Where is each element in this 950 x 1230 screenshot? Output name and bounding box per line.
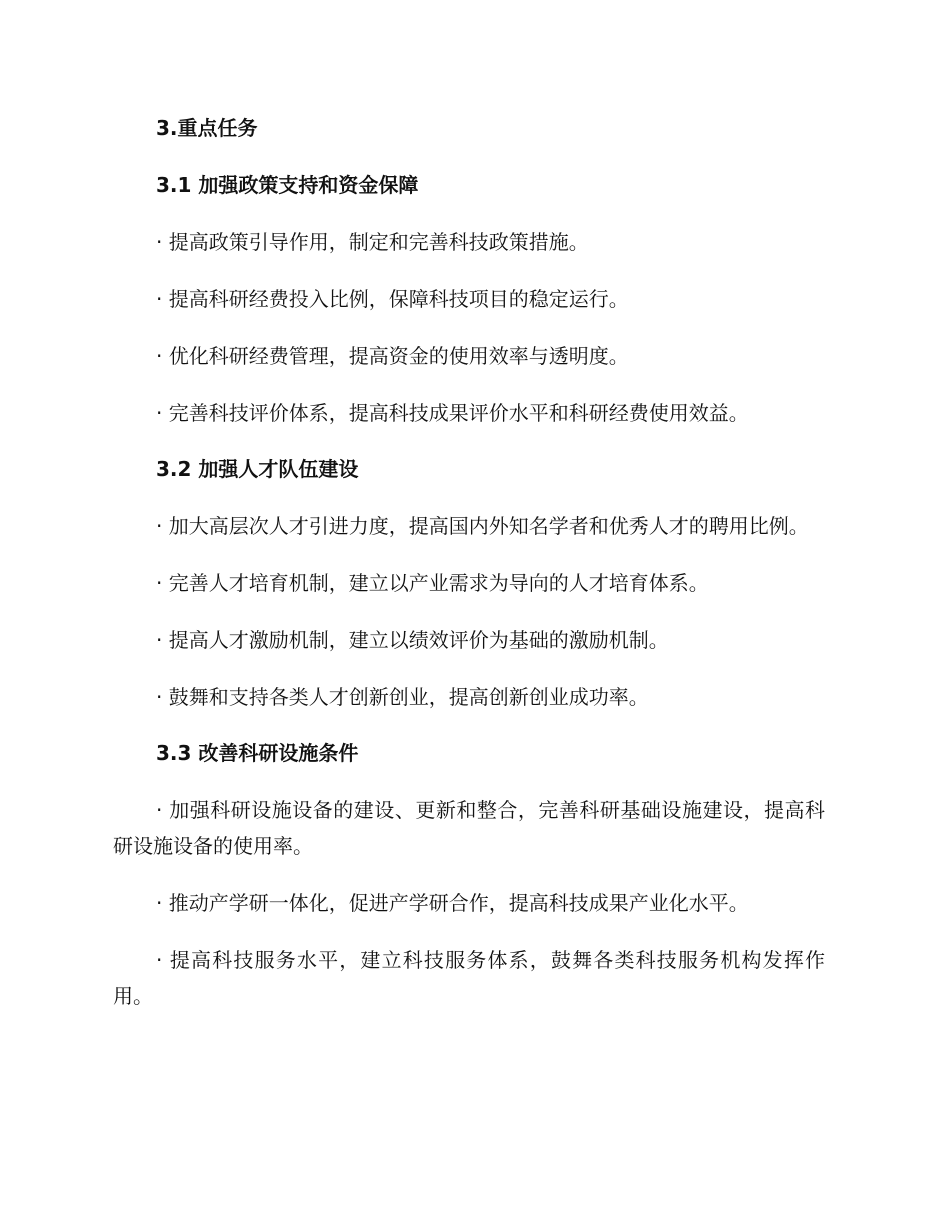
- document-body: [113, 112, 825, 1014]
- paragraph-3-3-1: · 加强科研设施设备的建设、更新和整合，完善科研基础设施建设，提高科研设施设备的使用率。: [113, 798, 825, 858]
- paragraph-3-2-4: · 鼓舞和支持各类人才创新创业，提高创新创业成功率。: [156, 685, 649, 709]
- section-heading-3-1: 3.1 加强政策支持和资金保障: [156, 173, 419, 197]
- section-heading-3: 3.重点任务: [156, 116, 258, 140]
- section-heading-3-2: 3.2 加强人才队伍建设: [156, 457, 359, 481]
- paragraph-3-3-3: · 提高科技服务水平，建立科技服务体系，鼓舞各类科技服务机构发挥作用。: [113, 948, 825, 1008]
- paragraph-3-1-1: · 提高政策引导作用，制定和完善科技政策措施。: [156, 230, 589, 254]
- section-heading-3-3: 3.3 改善科研设施条件: [156, 741, 359, 765]
- paragraph-3-1-4: · 完善科技评价体系，提高科技成果评价水平和科研经费使用效益。: [156, 401, 749, 425]
- paragraph-3-2-3: · 提高人才激励机制，建立以绩效评价为基础的激励机制。: [156, 628, 669, 652]
- paragraph-3-2-2: · 完善人才培育机制，建立以产业需求为导向的人才培育体系。: [156, 571, 709, 595]
- paragraph-3-1-3: · 优化科研经费管理，提高资金的使用效率与透明度。: [156, 344, 629, 368]
- paragraph-3-1-2: · 提高科研经费投入比例，保障科技项目的稳定运行。: [156, 287, 629, 311]
- paragraph-3-3-2: · 推动产学研一体化，促进产学研合作，提高科技成果产业化水平。: [156, 891, 749, 915]
- paragraph-3-2-1: · 加大高层次人才引进力度，提高国内外知名学者和优秀人才的聘用比例。: [156, 514, 809, 538]
